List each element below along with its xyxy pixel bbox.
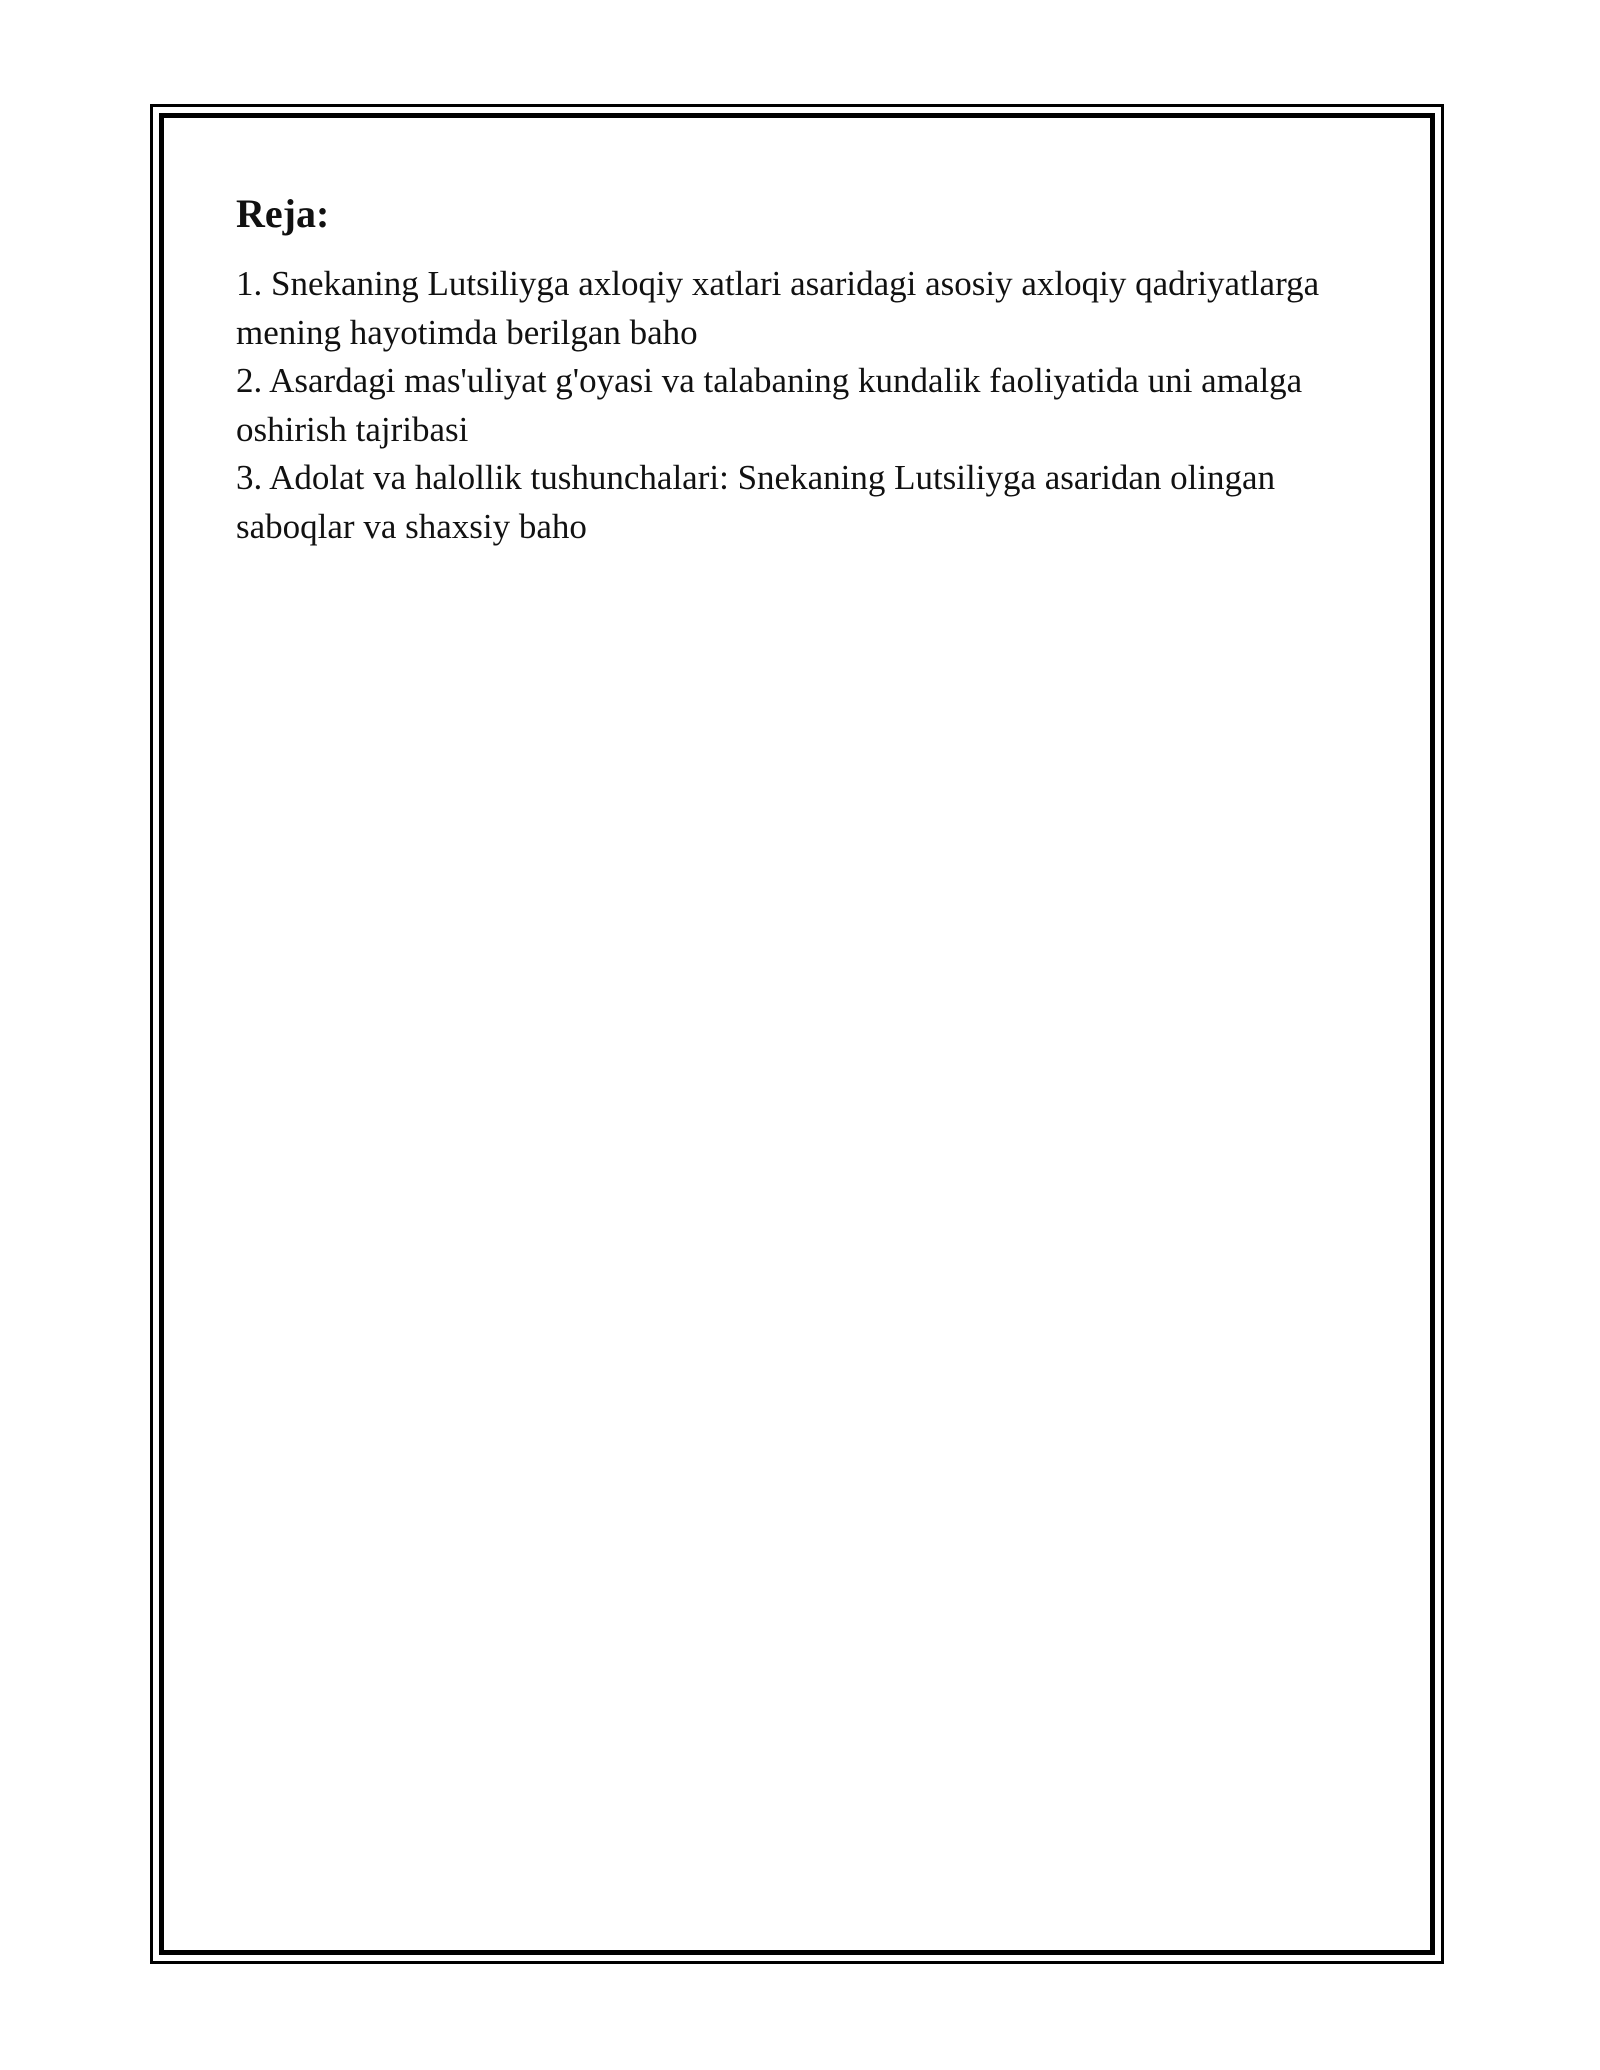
- plan-item-1: 1. Snekaning Lutsiliyga axloqiy xatlari asaridagi asosiy axloqiy qadriyatlarga mening hayotimda berilgan baho: [236, 264, 1320, 352]
- plan-heading: Reja:: [236, 191, 330, 236]
- plan-item-2: 2. Asardagi mas'uliyat g'oyasi va talabaning kundalik faoliyatida uni amalga oshirish tajribasi: [236, 361, 1303, 449]
- plan-item-3: 3. Adolat va halollik tushunchalari: Snekaning Lutsiliyga asaridan olingan saboqlar va shaxsiy baho: [236, 458, 1276, 546]
- plan-list: [236, 260, 1366, 551]
- document-content: [236, 186, 1366, 551]
